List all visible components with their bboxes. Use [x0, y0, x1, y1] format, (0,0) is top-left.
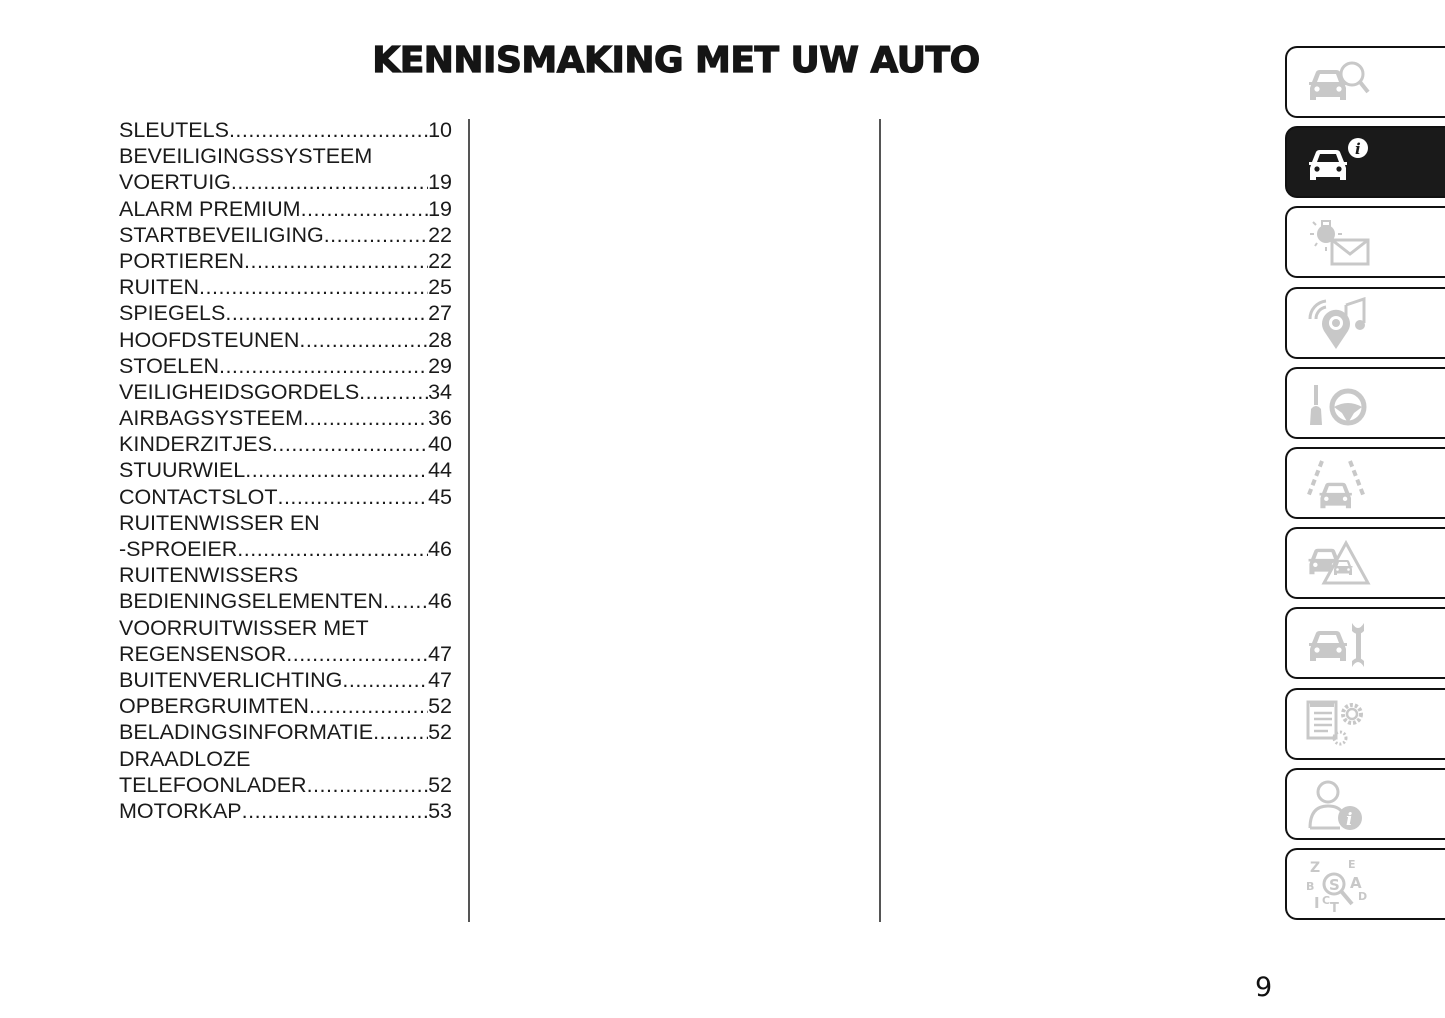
leader-dots	[383, 588, 428, 614]
chapter-tab-4[interactable]	[1285, 287, 1445, 359]
leader-dots	[245, 457, 428, 483]
leader-dots	[307, 772, 429, 798]
toc-entry-label: SLEUTELS	[119, 118, 229, 142]
toc-entry-page: 27	[428, 301, 452, 326]
toc-entry-page: 40	[428, 432, 452, 457]
column-divider	[468, 119, 470, 922]
chapter-tab-7[interactable]	[1285, 527, 1445, 599]
toc-entry-page: 52	[428, 720, 452, 745]
toc-entry-label: VOORRUITWISSER MET	[119, 615, 369, 640]
leader-dots	[324, 222, 428, 248]
toc-entry[interactable]	[119, 196, 452, 222]
toc-entry-page: 47	[428, 641, 452, 666]
toc-entry-label: MOTORKAP	[119, 798, 242, 823]
toc-entry-label: STUURWIEL	[119, 458, 246, 483]
toc-entry[interactable]	[119, 222, 452, 248]
leader-dots	[301, 196, 429, 222]
svg-text:T: T	[1330, 901, 1339, 914]
toc-entry-label: RUITEN	[119, 275, 200, 300]
leader-dots	[373, 719, 428, 745]
leader-dots	[229, 117, 428, 143]
leader-dots	[303, 405, 428, 431]
chapter-tab-6[interactable]	[1285, 447, 1445, 519]
toc-entry	[119, 510, 452, 536]
toc-entry[interactable]	[119, 693, 452, 719]
toc-entry-page: 10	[428, 118, 452, 142]
leader-dots	[299, 327, 428, 353]
toc-entry[interactable]	[119, 457, 452, 483]
leader-dots	[277, 484, 428, 510]
leader-dots	[309, 693, 428, 719]
svg-text:S: S	[1329, 876, 1340, 894]
svg-text:B: B	[1306, 880, 1315, 893]
leader-dots	[199, 274, 428, 300]
toc-entry-label: BUITENVERLICHTING	[119, 667, 343, 692]
toc-entry-label: CONTACTSLOT	[119, 484, 278, 509]
table-of-contents	[119, 117, 452, 824]
toc-entry-label: -SPROEIER	[119, 537, 238, 561]
toc-entry-label: ALARM PREMIUM	[119, 196, 301, 221]
toc-entry[interactable]	[119, 431, 452, 457]
toc-entry-label: STOELEN	[119, 353, 219, 378]
toc-entry[interactable]	[119, 300, 452, 326]
toc-entry-label: RUITENWISSER EN	[119, 510, 320, 535]
chapter-tab-5[interactable]	[1285, 367, 1445, 439]
toc-entry-label: PORTIEREN	[119, 248, 245, 273]
svg-text:C: C	[1322, 894, 1331, 907]
toc-entry-label: VOERTUIG	[119, 170, 231, 195]
toc-entry-page: 36	[428, 406, 452, 431]
toc-entry-label: OPBERGRUIMTEN	[119, 694, 309, 719]
chapter-tab-8[interactable]	[1285, 607, 1445, 679]
svg-text:D: D	[1358, 890, 1368, 903]
toc-entry	[119, 143, 452, 169]
toc-entry-page: 19	[428, 170, 452, 195]
chapter-tab-2[interactable]	[1285, 126, 1445, 198]
leader-dots	[231, 169, 428, 195]
toc-entry[interactable]	[119, 353, 452, 379]
chapter-tab-10[interactable]	[1285, 768, 1445, 840]
toc-entry	[119, 562, 452, 588]
toc-entry-page: 52	[428, 772, 452, 797]
svg-text:Z: Z	[1310, 860, 1321, 876]
leader-dots	[219, 353, 428, 379]
toc-entry[interactable]	[119, 484, 452, 510]
toc-entry[interactable]	[119, 405, 452, 431]
toc-entry[interactable]	[119, 536, 452, 562]
toc-entry-page: 46	[428, 537, 452, 561]
svg-text:I: I	[1314, 894, 1320, 912]
toc-entry[interactable]	[119, 169, 452, 195]
chapter-tab-3[interactable]	[1285, 206, 1445, 278]
toc-entry-page: 25	[428, 275, 452, 300]
page-title: KENNISMAKING MET UW AUTO	[372, 40, 980, 81]
toc-entry-label: SPIEGELS	[119, 301, 226, 326]
column-divider	[879, 119, 881, 922]
toc-entry-label: DRAADLOZE	[119, 746, 251, 771]
toc-entry-label: AIRBAGSYSTEEM	[119, 406, 303, 431]
toc-entry[interactable]	[119, 248, 452, 274]
leader-dots	[286, 641, 428, 667]
toc-entry-label: BEDIENINGSELEMENTEN	[119, 589, 384, 614]
toc-entry[interactable]	[119, 772, 452, 798]
chapter-tab-11[interactable]	[1285, 848, 1445, 920]
toc-entry[interactable]	[119, 117, 452, 143]
toc-entry-page: 34	[428, 379, 452, 404]
svg-text:E: E	[1348, 858, 1356, 871]
svg-text:i: i	[1346, 809, 1353, 830]
leader-dots	[244, 248, 428, 274]
chapter-tab-9[interactable]	[1285, 688, 1445, 760]
toc-entry-page: 53	[428, 798, 452, 823]
toc-entry-label: VEILIGHEIDSGORDELS	[119, 379, 360, 404]
toc-entry[interactable]	[119, 274, 452, 300]
leader-dots	[242, 798, 428, 824]
toc-entry[interactable]	[119, 379, 452, 405]
toc-entry-page: 45	[428, 484, 452, 509]
leader-dots	[237, 536, 428, 562]
toc-entry-page: 22	[428, 222, 452, 247]
toc-entry-page: 29	[428, 353, 452, 378]
toc-entry-label: REGENSENSOR	[119, 641, 287, 666]
toc-entry-label: HOOFDSTEUNEN	[119, 327, 300, 352]
toc-entry	[119, 615, 452, 641]
toc-entry-label: STARTBEVEILIGING	[119, 222, 324, 247]
chapter-tab-1[interactable]	[1285, 46, 1445, 118]
leader-dots	[342, 667, 428, 693]
toc-entry[interactable]	[119, 641, 452, 667]
toc-entry[interactable]	[119, 327, 452, 353]
svg-text:i: i	[1355, 140, 1361, 159]
toc-entry-label: RUITENWISSERS	[119, 563, 299, 588]
toc-entry[interactable]	[119, 588, 452, 614]
leader-dots	[272, 431, 428, 457]
toc-entry-page: 19	[428, 196, 452, 221]
leader-dots	[225, 300, 428, 326]
toc-entry[interactable]	[119, 798, 452, 824]
toc-entry-label: BELADINGSINFORMATIE	[119, 720, 374, 745]
toc-entry-page: 44	[428, 458, 452, 483]
toc-entry-page: 22	[428, 248, 452, 273]
toc-entry	[119, 746, 452, 772]
toc-entry[interactable]	[119, 667, 452, 693]
toc-entry-label: BEVEILIGINGSSYSTEEM	[119, 144, 373, 169]
toc-entry[interactable]	[119, 719, 452, 745]
toc-entry-page: 47	[428, 667, 452, 692]
svg-text:A: A	[1350, 874, 1362, 892]
toc-entry-label: TELEFOONLADER	[119, 772, 307, 797]
toc-entry-page: 52	[428, 694, 452, 719]
toc-entry-page: 46	[428, 589, 452, 614]
toc-entry-page: 28	[428, 327, 452, 352]
page-number: 9	[1255, 972, 1273, 1003]
leader-dots	[359, 379, 428, 405]
toc-entry-label: KINDERZITJES	[119, 432, 272, 457]
